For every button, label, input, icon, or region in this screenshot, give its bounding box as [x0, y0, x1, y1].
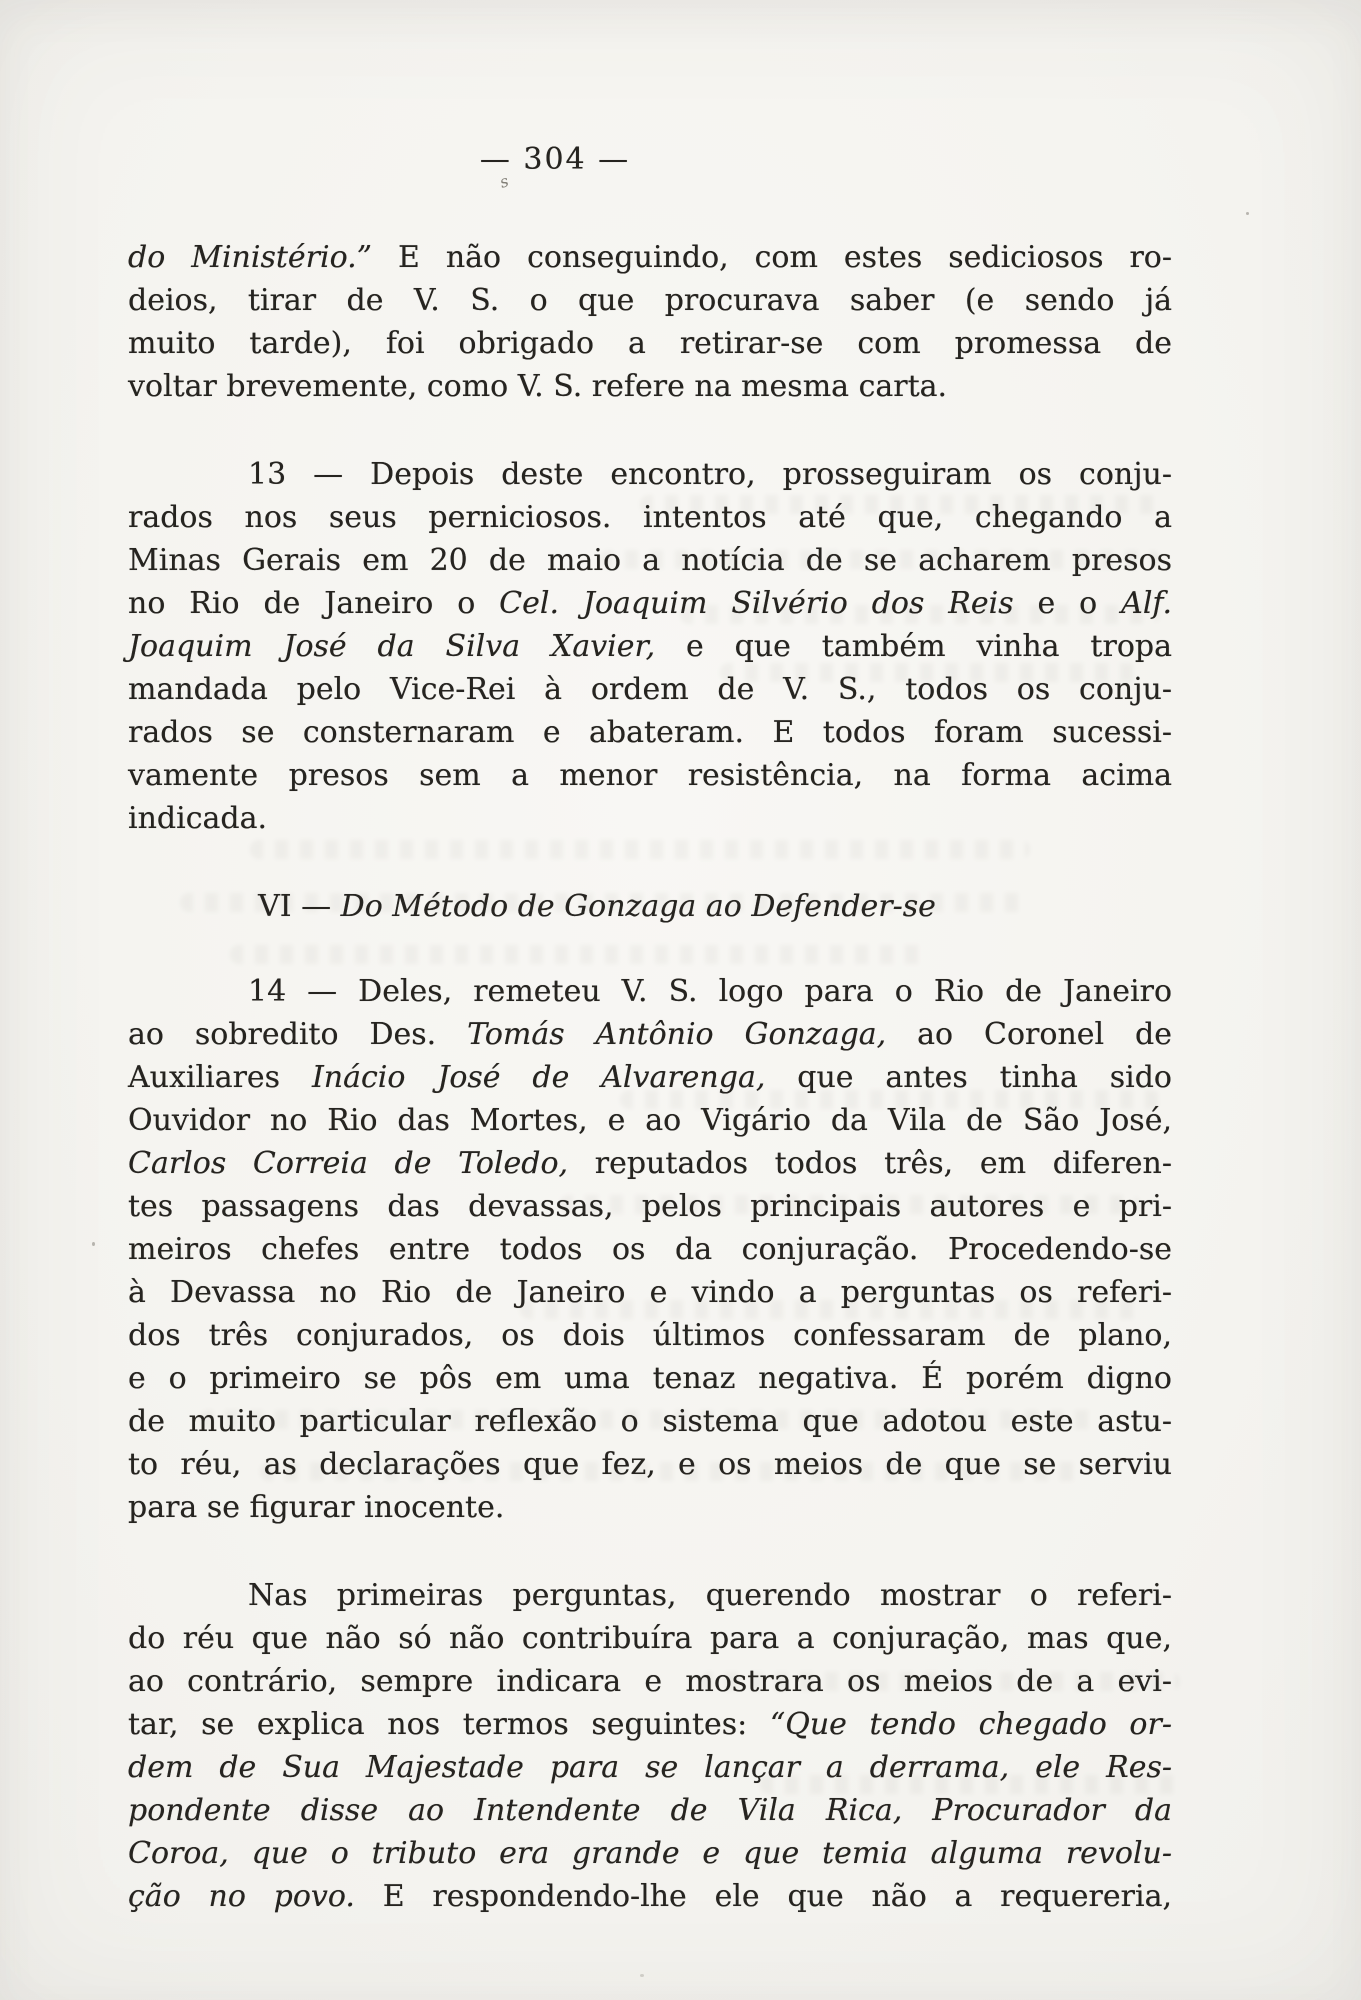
text-segment: E respondendo-lhe ele que não a requereria,: [354, 1879, 1172, 1914]
text-line: [128, 1789, 1172, 1832]
text-line: [75, 885, 1119, 928]
text-line: [128, 1617, 1172, 1660]
text-segment: muito tarde), foi obrigado a retirar-se com promessa de: [128, 326, 1172, 361]
text-line: [128, 1574, 1172, 1617]
italic-text-segment: ção no povo.: [128, 1879, 355, 1914]
paragraph: [128, 1574, 1172, 1918]
text-segment: E não conseguindo, com estes sediciosos ro-: [372, 240, 1172, 275]
text-line: [128, 365, 1172, 408]
text-segment: e o primeiro se pôs em uma tenaz negativa. É porém digno: [128, 1361, 1172, 1396]
text-segment: vamente presos sem a menor resistência, na forma acima: [128, 758, 1172, 793]
text-block: [128, 0, 1172, 1963]
section-heading: [128, 885, 1172, 928]
text-line: [128, 970, 1172, 1013]
text-segment: de muito particular reflexão o sistema que adotou este astu-: [128, 1404, 1172, 1439]
text-segment: ao contrário, sempre indicara e mostrara os meios de a evi-: [128, 1664, 1172, 1699]
paragraph: [128, 453, 1172, 840]
text-segment: Nas primeiras perguntas, querendo mostrar o referi-: [248, 1578, 1172, 1613]
text-line: [128, 668, 1172, 711]
text-line: [128, 1271, 1172, 1314]
text-line: [128, 1056, 1172, 1099]
text-line: [128, 1400, 1172, 1443]
italic-text-segment: Alf.: [1121, 586, 1172, 621]
text-line: [128, 1443, 1172, 1486]
text-line: [128, 496, 1172, 539]
ink-squiggle-artifact: s: [497, 171, 511, 192]
text-line: [128, 279, 1172, 322]
text-line: [128, 1875, 1172, 1918]
text-segment: reputados todos três, em diferen-: [568, 1146, 1172, 1181]
text-segment: ao sobredito Des.: [128, 1017, 468, 1052]
ink-speck: [92, 1242, 95, 1246]
text-segment: ao Coronel de: [886, 1017, 1172, 1052]
text-line: [128, 1099, 1172, 1142]
text-line: [128, 322, 1172, 365]
italic-text-segment: Inácio José de Alvarenga,: [311, 1060, 766, 1095]
text-line: [128, 1228, 1172, 1271]
text-segment: rados se consternaram e abateram. E todos foram sucessi-: [128, 715, 1172, 750]
text-segment: mandada pelo Vice-Rei à ordem de V. S., todos os conju-: [128, 672, 1172, 707]
page-text: [128, 236, 1172, 1918]
text-line: [128, 453, 1172, 496]
text-segment: e que também vinha tropa: [655, 629, 1172, 664]
text-line: [128, 625, 1172, 668]
text-segment: tar, se explica nos termos seguintes:: [128, 1707, 770, 1742]
text-line: [128, 1142, 1172, 1185]
italic-text-segment: “Que tendo chegado or-: [769, 1707, 1172, 1742]
text-segment: meiros chefes entre todos os da conjuração. Procedendo-se: [128, 1232, 1172, 1267]
italic-text-segment: Joaquim José da Silva Xavier,: [128, 629, 656, 664]
text-segment: Auxiliares: [128, 1060, 312, 1095]
text-line: [128, 1185, 1172, 1228]
text-segment: e o: [1013, 586, 1122, 621]
paragraph: [128, 236, 1172, 408]
text-line: [128, 1357, 1172, 1400]
text-segment: dos três conjurados, os dois últimos confessaram de plano,: [128, 1318, 1172, 1353]
text-line: [128, 1314, 1172, 1357]
italic-text-segment: Tomás Antônio Gonzaga,: [467, 1017, 887, 1052]
italic-text-segment: dem de Sua Majestade para se lançar a derrama, ele Res-: [128, 1750, 1172, 1785]
text-segment: Ouvidor no Rio das Mortes, e ao Vigário da Vila de São José,: [128, 1103, 1172, 1138]
text-segment: 13 — Depois deste encontro, prosseguiram os conju-: [248, 457, 1172, 492]
text-segment: para se figurar inocente.: [128, 1490, 505, 1525]
italic-text-segment: Carlos Correia de Toledo,: [128, 1146, 569, 1181]
text-line: [128, 1486, 1172, 1529]
text-line: [128, 539, 1172, 582]
text-segment: tes passagens das devassas, pelos principais autores e pri-: [128, 1189, 1172, 1224]
text-line: [128, 1703, 1172, 1746]
text-segment: voltar brevemente, como V. S. refere na mesma carta.: [128, 369, 948, 404]
italic-text-segment: Do Método de Gonzaga ao Defender-se: [340, 889, 936, 924]
ink-speck: [640, 1974, 644, 1977]
text-line: [128, 797, 1172, 840]
text-segment: à Devassa no Rio de Janeiro e vindo a perguntas os referi-: [128, 1275, 1172, 1310]
paragraph: [128, 970, 1172, 1529]
page-number: — 304 —: [479, 142, 631, 177]
text-segment: que antes tinha sido: [765, 1060, 1172, 1095]
text-segment: 14 — Deles, remeteu V. S. logo para o Rio de Janeiro: [248, 974, 1172, 1009]
text-segment: do réu que não só não contribuíra para a conjuração, mas que,: [128, 1621, 1172, 1656]
text-line: [128, 1832, 1172, 1875]
text-segment: no Rio de Janeiro o: [128, 586, 500, 621]
text-segment: rados nos seus perniciosos. intentos até que, chegando a: [128, 500, 1172, 535]
text-line: [128, 754, 1172, 797]
text-segment: Minas Gerais em 20 de maio a notícia de se acharem presos: [128, 543, 1172, 578]
text-segment: indicada.: [128, 801, 268, 836]
text-segment: deios, tirar de V. S. o que procurava saber (e sendo já: [128, 283, 1172, 318]
text-segment: VI —: [258, 889, 341, 924]
text-line: [128, 1660, 1172, 1703]
italic-text-segment: do Ministério.”: [128, 240, 373, 275]
italic-text-segment: Cel. Joaquim Silvério dos Reis: [499, 586, 1014, 621]
text-line: [128, 1746, 1172, 1789]
text-line: [128, 711, 1172, 754]
text-segment: to réu, as declarações que fez, e os meios de que se serviu: [128, 1447, 1172, 1482]
text-line: [128, 236, 1172, 279]
ink-speck: [1246, 212, 1249, 215]
text-line: [128, 582, 1172, 625]
italic-text-segment: Coroa, que o tributo era grande e que temia alguma revolu-: [128, 1836, 1172, 1871]
italic-text-segment: pondente disse ao Intendente de Vila Rica, Procurador da: [128, 1793, 1172, 1828]
text-line: [128, 1013, 1172, 1056]
